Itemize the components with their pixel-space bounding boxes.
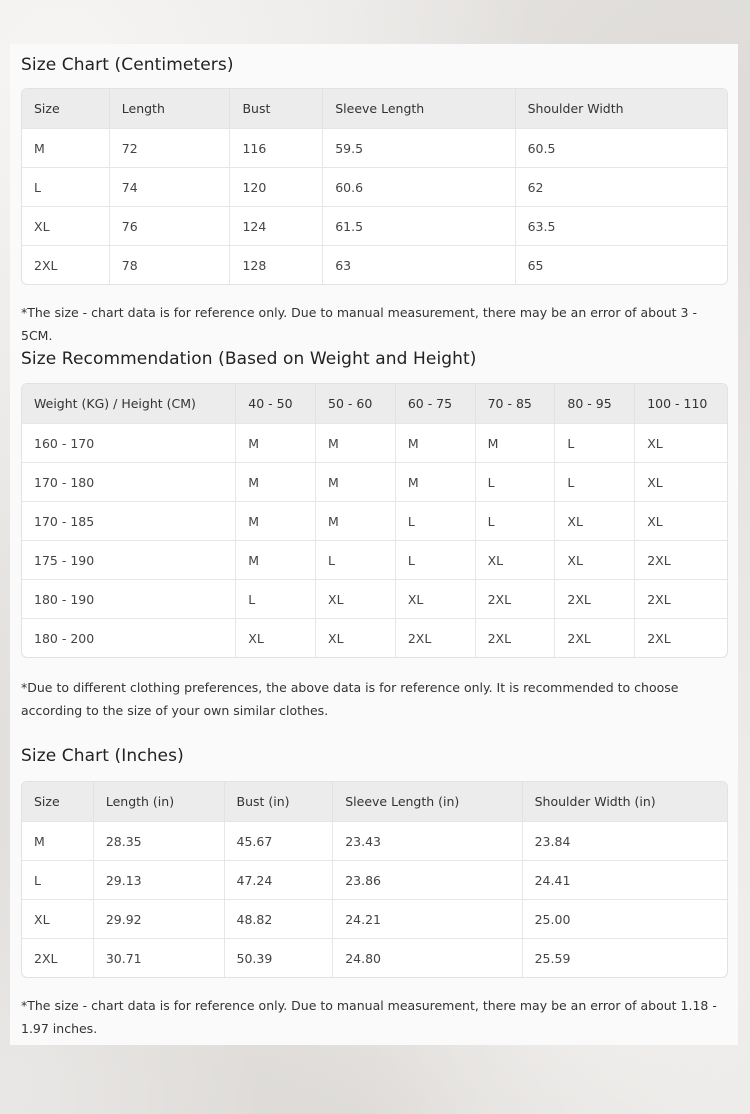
table-cell: 62 — [516, 167, 727, 206]
table-cell: L — [476, 462, 556, 501]
cm-size-table — [21, 88, 728, 285]
table-cell: 2XL — [555, 579, 635, 618]
table-cell: 25.00 — [523, 899, 727, 938]
table-cell: 61.5 — [323, 206, 515, 245]
table-cell: 48.82 — [225, 899, 334, 938]
table-cell: L — [316, 540, 396, 579]
table-cell: 170 - 180 — [22, 462, 236, 501]
table-cell: 76 — [110, 206, 231, 245]
size-guide-card — [10, 44, 738, 1045]
table-cell: 25.59 — [523, 938, 727, 977]
table-row — [22, 245, 727, 284]
table-cell: 2XL — [476, 579, 556, 618]
table-cell: 120 — [230, 167, 323, 206]
table-cell: XL — [635, 423, 727, 462]
table-cell: 170 - 185 — [22, 501, 236, 540]
table-row — [22, 579, 727, 618]
table-cell: XL — [316, 579, 396, 618]
cm-chart-note: *The size - chart data is for reference only. Due to manual measurement, there may be an error of about 3 - 5CM. — [21, 305, 697, 343]
table-cell: M — [476, 423, 556, 462]
column-header: Sleeve Length — [323, 89, 515, 128]
table-row — [22, 462, 727, 501]
column-header: Size — [22, 782, 94, 821]
table-cell: L — [22, 167, 110, 206]
table-cell: 2XL — [396, 618, 476, 657]
table-cell: M — [236, 540, 316, 579]
table-cell: XL — [555, 501, 635, 540]
column-header: Bust — [230, 89, 323, 128]
table-row — [22, 206, 727, 245]
table-cell: 72 — [110, 128, 231, 167]
table-cell: 45.67 — [225, 821, 334, 860]
table-cell: L — [555, 423, 635, 462]
table-cell: L — [555, 462, 635, 501]
table-cell: 2XL — [476, 618, 556, 657]
table-cell: 180 - 200 — [22, 618, 236, 657]
table-header-row — [22, 384, 727, 423]
table-cell: L — [22, 860, 94, 899]
table-row — [22, 423, 727, 462]
table-cell: 59.5 — [323, 128, 515, 167]
column-header: Length (in) — [94, 782, 225, 821]
table-cell: 24.21 — [333, 899, 522, 938]
column-header: 60 - 75 — [396, 384, 476, 423]
column-header: 80 - 95 — [555, 384, 635, 423]
column-header: 40 - 50 — [236, 384, 316, 423]
table-cell: 23.86 — [333, 860, 522, 899]
table-cell: 28.35 — [94, 821, 225, 860]
column-header: Sleeve Length (in) — [333, 782, 522, 821]
table-cell: XL — [476, 540, 556, 579]
table-cell: 23.84 — [523, 821, 727, 860]
table-cell: 29.92 — [94, 899, 225, 938]
table-cell: 2XL — [555, 618, 635, 657]
table-cell: 60.6 — [323, 167, 515, 206]
table-cell: XL — [555, 540, 635, 579]
column-header: Shoulder Width (in) — [523, 782, 727, 821]
table-cell: 2XL — [635, 579, 727, 618]
table-cell: XL — [635, 462, 727, 501]
table-row — [22, 618, 727, 657]
inch-size-table — [21, 781, 728, 978]
table-cell: 2XL — [22, 245, 110, 284]
recommendation-table — [21, 383, 728, 658]
table-cell: XL — [316, 618, 396, 657]
table-cell: 47.24 — [225, 860, 334, 899]
table-row — [22, 128, 727, 167]
table-cell: M — [22, 821, 94, 860]
table-cell: 2XL — [22, 938, 94, 977]
table-cell: 60.5 — [516, 128, 727, 167]
table-cell: XL — [635, 501, 727, 540]
table-header-row — [22, 89, 727, 128]
table-cell: L — [396, 540, 476, 579]
table-cell: L — [476, 501, 556, 540]
table-cell: M — [316, 462, 396, 501]
table-cell: 24.41 — [523, 860, 727, 899]
table-cell: 128 — [230, 245, 323, 284]
table-cell: M — [236, 423, 316, 462]
table-row — [22, 821, 727, 860]
table-cell: 74 — [110, 167, 231, 206]
recommendation-note: *Due to different clothing preferences, the above data is for reference only. It is recommended to choose according to the size of your own similar clothes. — [21, 680, 679, 718]
table-cell: 175 - 190 — [22, 540, 236, 579]
table-row — [22, 860, 727, 899]
column-header: Size — [22, 89, 110, 128]
table-cell: 63.5 — [516, 206, 727, 245]
table-cell: L — [396, 501, 476, 540]
table-cell: 160 - 170 — [22, 423, 236, 462]
table-cell: 2XL — [635, 618, 727, 657]
inch-chart-note: *The size - chart data is for reference only. Due to manual measurement, there may be an error of about 1.18 - 1.97 inches. — [21, 998, 717, 1036]
column-header: 70 - 85 — [476, 384, 556, 423]
recommendation-title: Size Recommendation (Based on Weight and Height) — [21, 349, 477, 369]
table-cell: M — [22, 128, 110, 167]
column-header: 50 - 60 — [316, 384, 396, 423]
table-cell: 65 — [516, 245, 727, 284]
table-cell: 50.39 — [225, 938, 334, 977]
table-cell: 116 — [230, 128, 323, 167]
table-cell: XL — [22, 899, 94, 938]
table-cell: 124 — [230, 206, 323, 245]
table-cell: M — [396, 423, 476, 462]
table-cell: 180 - 190 — [22, 579, 236, 618]
table-cell: 2XL — [635, 540, 727, 579]
table-cell: M — [236, 501, 316, 540]
table-cell: M — [316, 501, 396, 540]
table-row — [22, 938, 727, 977]
table-row — [22, 501, 727, 540]
table-cell: M — [396, 462, 476, 501]
column-header: Shoulder Width — [516, 89, 727, 128]
table-cell: M — [236, 462, 316, 501]
table-cell: 29.13 — [94, 860, 225, 899]
table-cell: XL — [236, 618, 316, 657]
table-cell: M — [316, 423, 396, 462]
table-cell: 63 — [323, 245, 515, 284]
column-header: Weight (KG) / Height (CM) — [22, 384, 236, 423]
table-cell: 23.43 — [333, 821, 522, 860]
table-cell: L — [236, 579, 316, 618]
table-header-row — [22, 782, 727, 821]
table-cell: XL — [396, 579, 476, 618]
table-cell: 24.80 — [333, 938, 522, 977]
table-cell: XL — [22, 206, 110, 245]
column-header: Bust (in) — [225, 782, 334, 821]
table-cell: 30.71 — [94, 938, 225, 977]
cm-chart-title: Size Chart (Centimeters) — [21, 55, 234, 75]
table-row — [22, 899, 727, 938]
table-cell: 78 — [110, 245, 231, 284]
table-row — [22, 167, 727, 206]
table-row — [22, 540, 727, 579]
inch-chart-title: Size Chart (Inches) — [21, 746, 184, 766]
column-header: 100 - 110 — [635, 384, 727, 423]
column-header: Length — [110, 89, 231, 128]
